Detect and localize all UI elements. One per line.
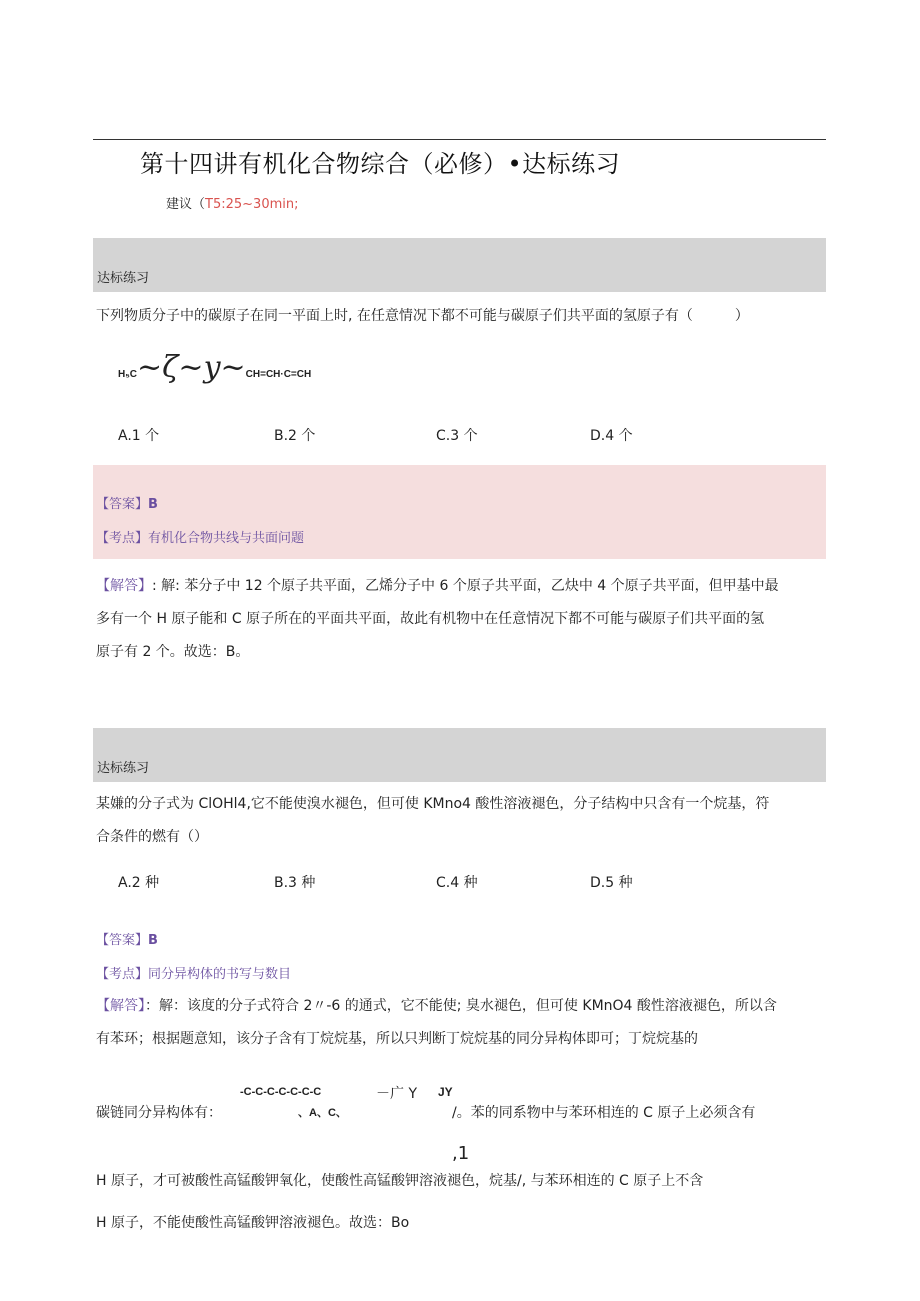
section-bar (93, 238, 826, 292)
carbon-chain-sketch-2: JY (438, 1085, 453, 1099)
section-bar-label: 达标练习 (97, 271, 150, 286)
solution-line: 有苯环；根据题意知，该分子含有丁烷烷基，所以只判断丁烷烷基的同分异构体即可；丁烷烷基的 (96, 1031, 698, 1047)
option-c: C.4 种 (436, 875, 478, 891)
answer-line (96, 929, 158, 948)
point-tag: 【考点】 (96, 531, 149, 546)
structure-left: H₅C (118, 369, 138, 380)
option-a: A.2 种 (118, 875, 160, 891)
point-value: 同分异构体的书写与数目 (148, 967, 292, 982)
option-b: B.2 个 (274, 428, 316, 444)
carbon-chain-sketch: －广 Y (376, 1086, 418, 1102)
stray-mark: ,1 (452, 1143, 470, 1164)
solution-paragraph (96, 570, 826, 669)
solution-line: H 原子，不能使酸性高锰酸钾溶液褪色。故选：Bo (96, 1215, 410, 1231)
point-value: 有机化合物共线与共面问题 (148, 531, 305, 546)
structure-formula (118, 350, 311, 385)
answer-tag: 【答案】 (96, 497, 149, 512)
point-line (96, 527, 304, 546)
answer-value: B (148, 497, 158, 512)
solution-tag: 【解答】 (96, 578, 152, 594)
carbon-isomer-suffix: /。苯的同系物中与苯环相连的 C 原子上必须含有 (452, 1105, 756, 1121)
solution-line: H 原子，才可被酸性高锰酸钾氧化，使酸性高锰酸钾溶液褪色，烷基/, 与苯环相连的 C 原子上不含 (96, 1173, 704, 1189)
option-b: B.3 种 (274, 875, 316, 891)
option-d: D.5 种 (590, 875, 633, 891)
carbon-isomer-prefix: 碳链同分异构体有： (96, 1105, 222, 1121)
solution-line: 多有一个 H 原子能和 C 原子所在的平面共平面，故此有机物中在任意情况下都不可能与碳原子们共平面的氢 (96, 611, 765, 627)
option-c: C.3 个 (436, 428, 478, 444)
solution-line: 【解答】: 解: 苯分子中 12 个原子共平面，乙烯分子中 6 个原子共平面，乙炔中 4 个原子共平面，但甲基中最 (96, 578, 779, 594)
question-line: 某嫌的分子式为 ClOHl4,它不能使溴水褪色，但可使 KMno4 酸性溶液褪色，分子结构中只含有一个烷基，符 (96, 796, 770, 812)
answer-tag: 【答案】 (96, 933, 149, 948)
answer-line (96, 493, 158, 512)
solution-line: 【解答】：解：该度的分子式符合 2〃-6 的通式，它不能使; 臭水褪色，但可使 KMnO4 酸性溶液褪色，所以含 (96, 998, 777, 1014)
solution-paragraph (96, 990, 826, 1056)
structure-right: CH=CH·C=CH (245, 369, 312, 380)
question-text: 下列物质分子中的碳原子在同一平面上时, 在任意情况下都不可能与碳原子们共平面的氢原子有（ ） (96, 308, 749, 324)
section-bar (93, 728, 826, 782)
question-line: 合条件的燃有（） (96, 829, 208, 845)
solution-tag: 【解答】 (96, 998, 145, 1014)
option-d: D.4 个 (590, 428, 633, 444)
point-tag: 【考点】 (96, 967, 149, 982)
question-text (96, 788, 826, 854)
solution-line: 原子有 2 个。故选：B。 (96, 644, 250, 660)
solution-paragraph-end (96, 1160, 826, 1244)
suggested-time (166, 193, 298, 212)
carbon-isomer-list: 、A、C、 (298, 1107, 347, 1119)
page-title: 第十四讲有机化合物综合（必修）•达标练习 (140, 150, 621, 178)
suggest-label: 建议（ (166, 197, 206, 212)
answer-value: B (148, 933, 158, 948)
carbon-chain-formula: -C-C-C-C-C-C-C (240, 1086, 322, 1098)
header-rule (93, 139, 826, 140)
structure-squiggle: ~ζ~y~ (137, 350, 246, 385)
suggest-time-value: T5:25~30min; (205, 197, 299, 212)
point-line (96, 963, 291, 982)
option-a: A.1 个 (118, 428, 160, 444)
section-bar-label: 达标练习 (97, 761, 150, 776)
